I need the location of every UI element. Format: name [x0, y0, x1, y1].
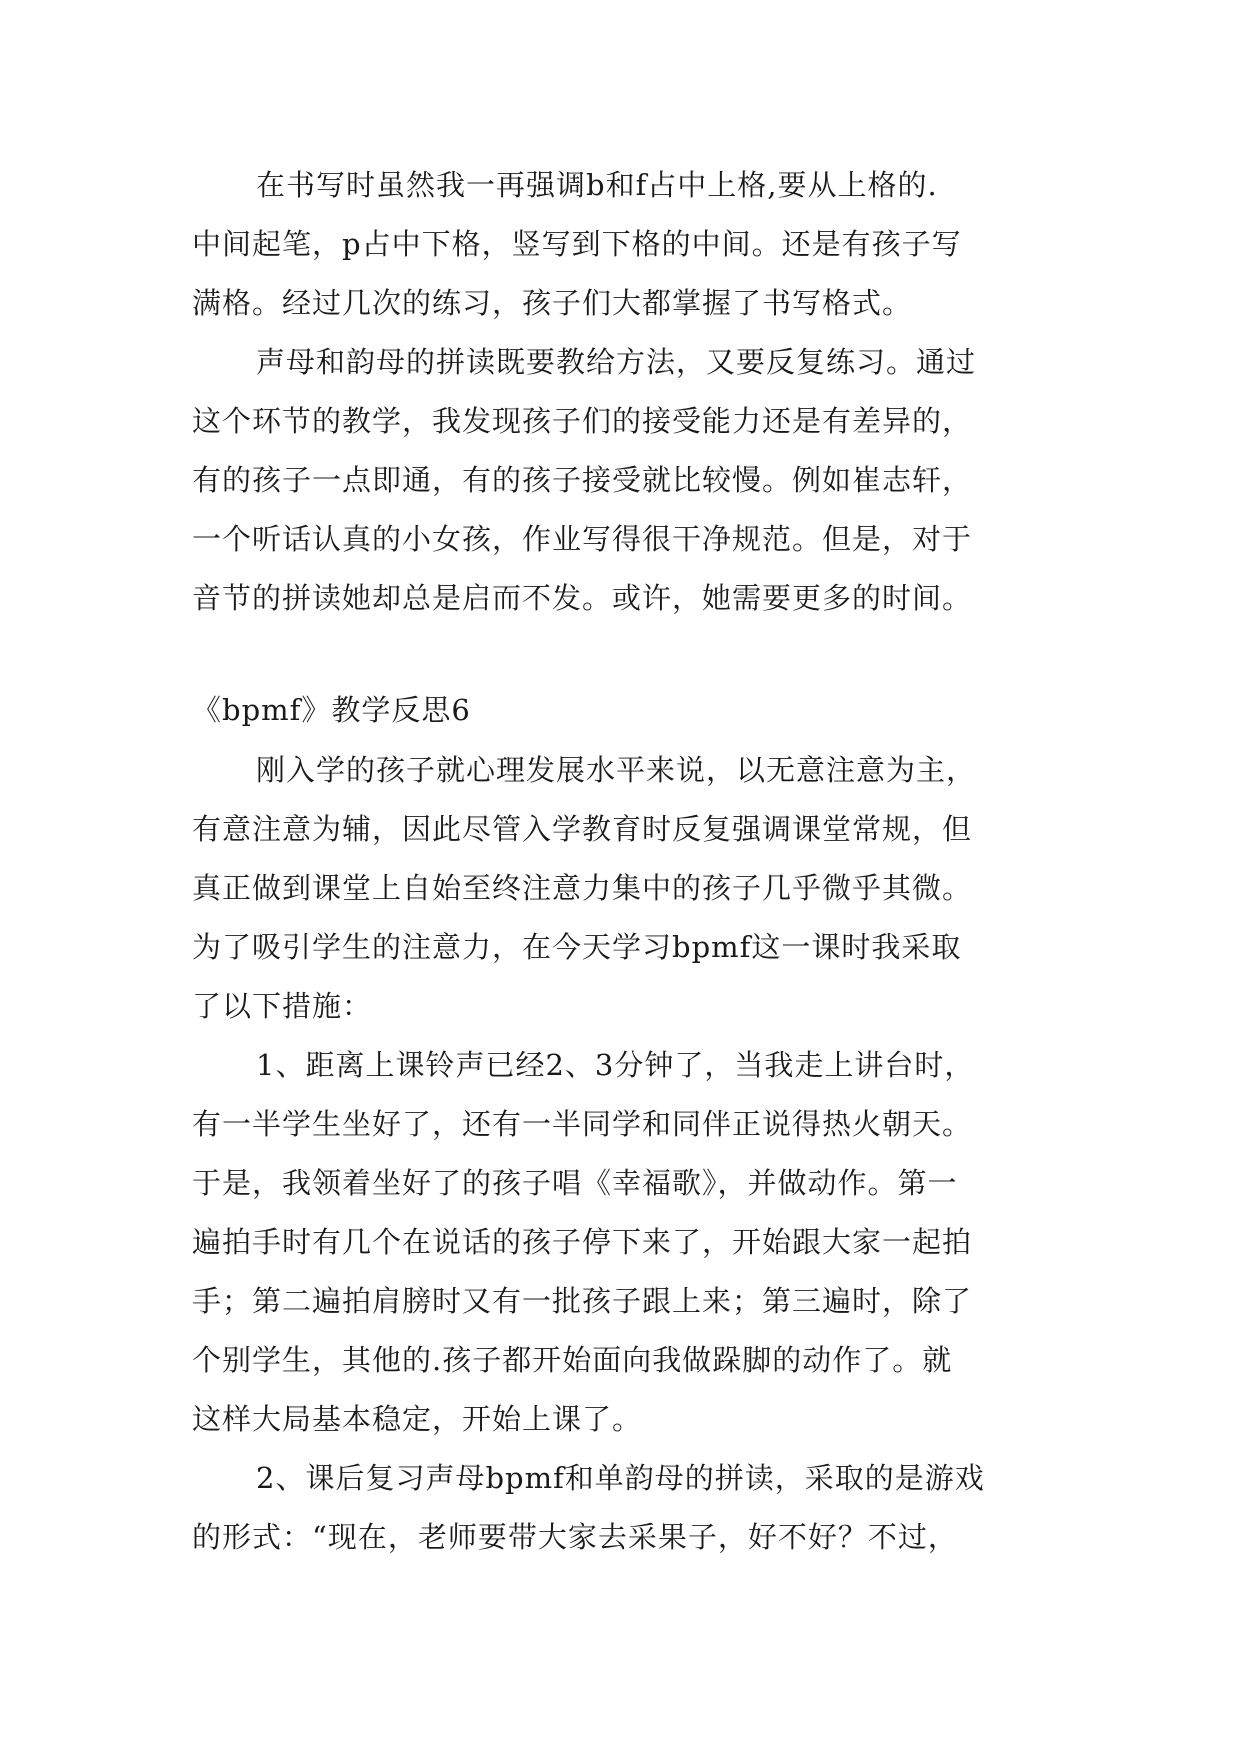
paragraph-2-line-2: 这个环节的教学，我发现孩子们的接受能力还是有差异的，: [192, 404, 973, 438]
paragraph-3-line-3: 真正做到课堂上自始至终注意力集中的孩子几乎微乎其微。: [192, 871, 973, 905]
paragraph-4-line-5: 手；第二遍拍肩膀时又有一批孩子跟上来；第三遍时，除了: [192, 1284, 973, 1318]
paragraph-1-line-1: 在书写时虽然我一再强调b和f占中上格,要从上格的.: [256, 168, 938, 202]
paragraph-3-line-4: 为了吸引学生的注意力，在今天学习bpmf这一课时我采取: [192, 930, 962, 964]
paragraph-4-line-4: 遍拍手时有几个在说话的孩子停下来了，开始跟大家一起拍: [192, 1225, 973, 1259]
paragraph-3-line-1: 刚入学的孩子就心理发展水平来说，以无意注意为主，: [256, 753, 977, 787]
paragraph-4-line-7: 这样大局基本稳定，开始上课了。: [192, 1402, 643, 1436]
paragraph-2-line-3: 有的孩子一点即通，有的孩子接受就比较慢。例如崔志轩，: [192, 463, 973, 497]
paragraph-2-line-1: 声母和韵母的拼读既要教给方法，又要反复练习。通过: [256, 345, 977, 379]
paragraph-2-line-5: 音节的拼读她却总是启而不发。或许，她需要更多的时间。: [192, 581, 973, 615]
paragraph-4-line-1: 1、距离上课铃声已经2、3分钟了，当我走上讲台时，: [256, 1048, 975, 1082]
paragraph-3-line-2: 有意注意为辅，因此尽管入学教育时反复强调课堂常规，但: [192, 812, 973, 846]
section-title: 《bpmf》教学反思6: [192, 693, 471, 727]
paragraph-4-line-2: 有一半学生坐好了，还有一半同学和同伴正说得热火朝天。: [192, 1107, 973, 1141]
paragraph-1-line-3: 满格。经过几次的练习，孩子们大都掌握了书写格式。: [192, 286, 913, 320]
paragraph-4-line-3: 于是，我领着坐好了的孩子唱《幸福歌》，并做动作。第一: [192, 1166, 958, 1200]
paragraph-3-line-5: 了以下措施：: [192, 989, 373, 1023]
paragraph-5-line-2: 的形式：“现在，老师要带大家去采果子，好不好？不过，: [192, 1520, 958, 1554]
paragraph-4-line-6: 个别学生，其他的.孩子都开始面向我做跺脚的动作了。就: [192, 1343, 953, 1377]
paragraph-2-line-4: 一个听话认真的小女孩，作业写得很干净规范。但是，对于: [192, 522, 973, 556]
paragraph-1-line-2: 中间起笔，p占中下格，竖写到下格的中间。还是有孩子写: [192, 227, 962, 261]
paragraph-5-line-1: 2、课后复习声母bpmf和单韵母的拼读，采取的是游戏: [256, 1461, 985, 1495]
